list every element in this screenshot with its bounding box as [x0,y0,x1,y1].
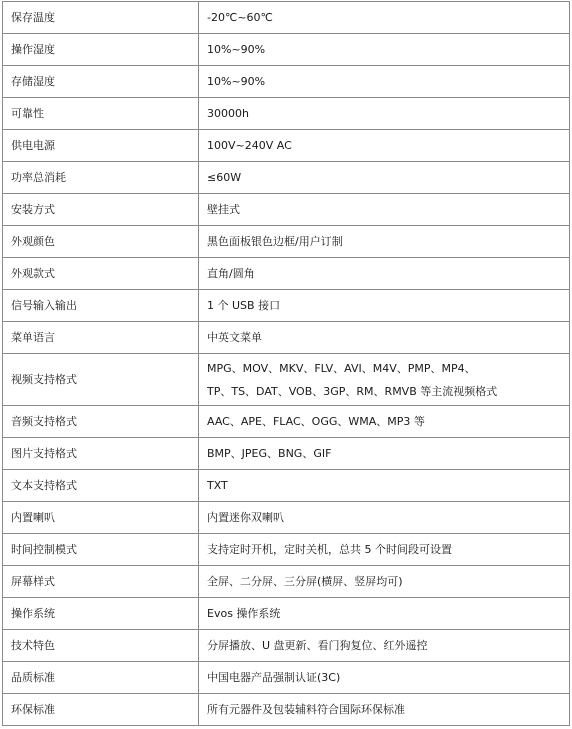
table-row [3,662,570,694]
row-label: 品质标准 [3,662,199,694]
row-value: AAC、APE、FLAC、OGG、WMA、MP3 等 [199,406,570,438]
row-value: 10%~90% [199,66,570,98]
row-label: 外观颜色 [3,226,199,258]
table-row [3,290,570,322]
row-label: 安装方式 [3,194,199,226]
table-row [3,598,570,630]
row-label: 保存温度 [3,2,199,34]
row-value: 1 个 USB 接口 [199,290,570,322]
row-label: 时间控制模式 [3,534,199,566]
table-row [3,258,570,290]
row-value: TXT [199,470,570,502]
row-label: 文本支持格式 [3,470,199,502]
table-row [3,226,570,258]
row-value: 黑色面板银色边框/用户订制 [199,226,570,258]
table-row [3,502,570,534]
row-value: 30000h [199,98,570,130]
table-row [3,322,570,354]
row-value: 全屏、二分屏、三分屏(横屏、竖屏均可) [199,566,570,598]
row-label: 外观款式 [3,258,199,290]
table-row [3,98,570,130]
row-value: 100V~240V AC [199,130,570,162]
row-value-line: MPG、MOV、MKV、FLV、AVI、M4V、PMP、MP4、 [207,361,476,375]
row-value: 所有元器件及包装辅料符合国际环保标准 [199,694,570,726]
row-value: BMP、JPEG、BNG、GIF [199,438,570,470]
row-value: 直角/圆角 [199,258,570,290]
table-row [3,354,570,406]
row-label: 环保标准 [3,694,199,726]
row-label: 操作系统 [3,598,199,630]
row-value: 中英文菜单 [199,322,570,354]
row-label: 功率总消耗 [3,162,199,194]
row-value: 10%~90% [199,34,570,66]
row-label: 操作湿度 [3,34,199,66]
row-value: 分屏播放、U 盘更新、看门狗复位、红外遥控 [199,630,570,662]
row-label: 存储湿度 [3,66,199,98]
row-value: 中国电器产品强制认证(3C) [199,662,570,694]
row-label: 可靠性 [3,98,199,130]
row-value-line: TP、TS、DAT、VOB、3GP、RM、RMVB 等主流视频格式 [207,384,498,398]
table-row [3,162,570,194]
row-value [199,354,570,406]
row-label: 视频支持格式 [3,354,199,406]
row-value: 内置迷你双喇叭 [199,502,570,534]
table-row [3,630,570,662]
table-row [3,534,570,566]
row-value: 壁挂式 [199,194,570,226]
row-value: 支持定时开机，定时关机，总共 5 个时间段可设置 [199,534,570,566]
row-label: 屏幕样式 [3,566,199,598]
row-label: 内置喇叭 [3,502,199,534]
row-label: 图片支持格式 [3,438,199,470]
table-row [3,34,570,66]
table-row [3,194,570,226]
row-value: Evos 操作系统 [199,598,570,630]
row-label: 信号输入输出 [3,290,199,322]
table-row [3,470,570,502]
spec-table [2,1,570,726]
table-row [3,406,570,438]
table-row [3,438,570,470]
table-row [3,694,570,726]
table-row [3,130,570,162]
row-label: 技术特色 [3,630,199,662]
row-value: ≤60W [199,162,570,194]
table-row [3,66,570,98]
row-label: 供电电源 [3,130,199,162]
row-label: 菜单语言 [3,322,199,354]
table-row [3,2,570,34]
table-row [3,566,570,598]
row-value: -20℃~60℃ [199,2,570,34]
row-label: 音频支持格式 [3,406,199,438]
